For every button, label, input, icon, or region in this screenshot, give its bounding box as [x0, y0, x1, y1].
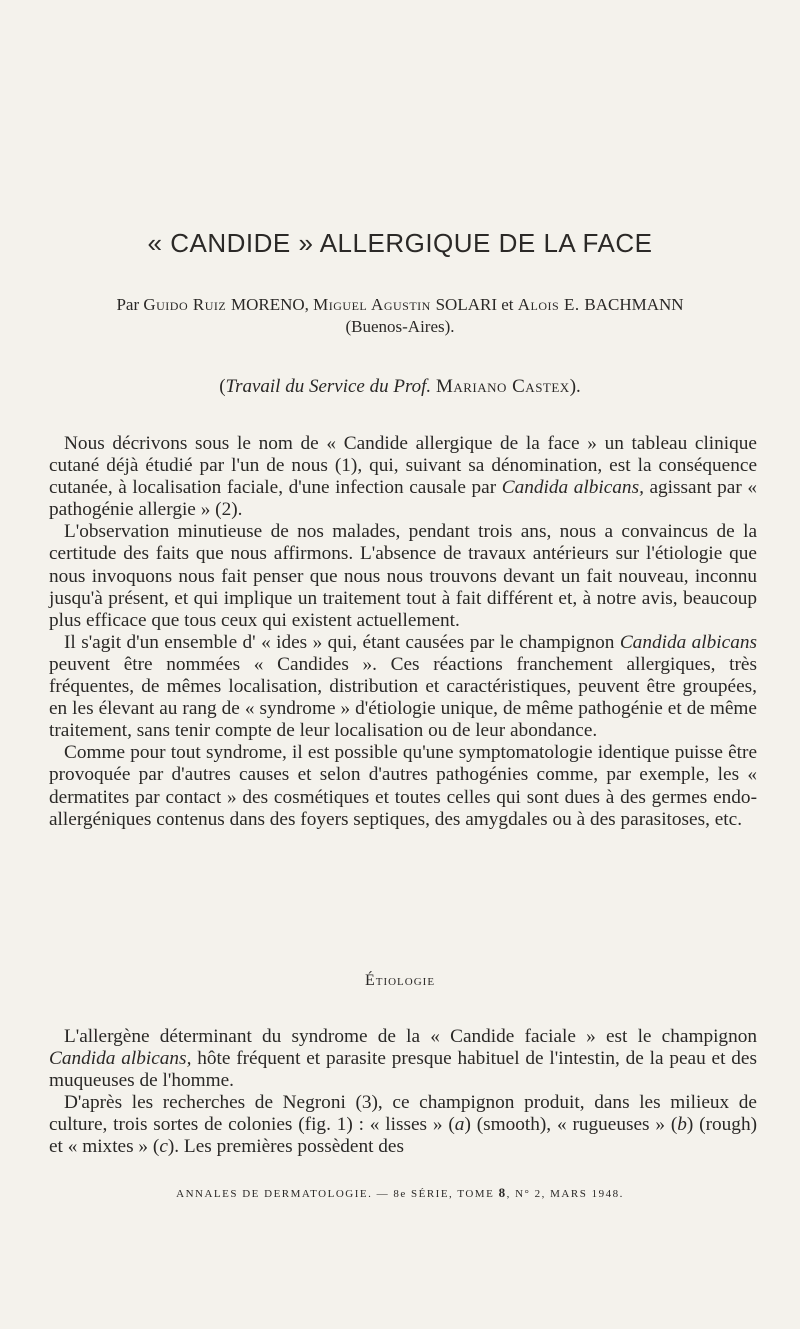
journal-footer: [0, 1185, 800, 1201]
paragraph-3-text: Il s'agit d'un ensemble d' « ides » qui, étant causées par le champignon: [64, 631, 620, 653]
paragraph-3-italic: Candida albicans: [619, 631, 757, 653]
paragraph-5-italic: Candida albicans,: [49, 1048, 192, 1070]
footer-tome: 8: [498, 1185, 507, 1200]
paragraph-6-text-b: ) (smooth), « rugueuses » (: [464, 1114, 678, 1136]
paragraph-1-text: Nous décrivons sous le nom de « Candide allergique de la face » un tableau clinique cutané déjà étudié par l'un de nous (1), qui, suivant sa dénomination, est la conséquence cutanée, à localisation faciale, d'une infection causale par: [49, 433, 757, 499]
introduction-text: [49, 433, 757, 831]
paragraph-6-text-c: ) (rough) et « mixtes » (: [49, 1114, 757, 1158]
paragraph-6-text-end: ). Les premières possèdent des: [167, 1136, 404, 1158]
author1-given: Guido Ruiz: [143, 295, 231, 314]
authors-prefix: Par: [116, 295, 144, 314]
paragraph-5-text-end: hôte fréquent et parasite presque habituel de l'intestin, de la peau et des muqueuses de l'homme.: [49, 1048, 757, 1092]
authors-block: [60, 294, 740, 338]
service-line: [0, 376, 800, 398]
paragraph-6-label-b: b: [677, 1114, 687, 1136]
paragraph-6-text: D'après les recherches de Negroni (3), ce champignon produit, dans les milieux de culture, trois sortes de colonies (fig. 1) : « lisses » (: [49, 1092, 757, 1136]
service-professor: Mariano Castex: [435, 376, 570, 397]
author1-surname: MORENO: [230, 295, 305, 314]
section-heading-etiologie: Étiologie: [364, 972, 436, 989]
article-title: « CANDIDE » ALLERGIQUE DE LA FACE: [147, 228, 653, 258]
paragraph-5-text: L'allergène déterminant du syndrome de la « Candide faciale » est le champignon: [64, 1026, 757, 1047]
footer-right: , N° 2, MARS 1948.: [506, 1188, 624, 1200]
author2-surname: SOLARI: [435, 295, 497, 314]
service-italic: Travail du Service du Prof.: [225, 376, 436, 397]
author2-given: Miguel Agustin: [313, 295, 436, 314]
service-close: ).: [569, 376, 581, 397]
paragraph-2: L'observation minutieuse de nos malades, pendant trois ans, nous a convaincus de la certitude des faits que nous affirmons. L'absence de travaux antérieurs sur l'étiologie que nous invoquons nous fait penser que nous nous trouvons devant un fait nouveau, inconnu jusqu'à présent, et qui implique un traitement tout à fait différent et, à notre avis, beaucoup plus efficace que tous ceux qui existent actuellement.: [49, 521, 757, 631]
paragraph-5: [49, 1026, 757, 1092]
authors-place: (Buenos-Aires).: [345, 317, 455, 336]
paragraph-4: Comme pour tout syndrome, il est possible qu'une symptomatologie identique puisse être provoquée par d'autres causes et selon d'autres pathogénies comme, par exemple, les « dermatites par contact » des cosmétiques et toutes celles qui sont dues à des germes endo-allergéniques contenus dans des foyers septiques, des amygdales ou à des parasitoses, etc.: [49, 742, 757, 830]
paragraph-3: [49, 632, 757, 742]
paragraph-6: [49, 1092, 757, 1158]
paragraph-6-label-c: c: [159, 1136, 168, 1158]
paragraph-1-text-end: agissant par « pathogénie allergie » (2).: [49, 477, 758, 521]
authors-sep2: et: [497, 295, 518, 314]
paragraph-1: [49, 433, 757, 521]
service-open: (: [219, 376, 226, 397]
paragraph-1-italic: Candida albicans,: [501, 477, 644, 499]
etiologie-text: [49, 1026, 757, 1159]
author3-surname: BACHMANN: [584, 295, 684, 314]
paragraph-3-text-end: peuvent être nommées « Candides ». Ces réactions franchement allergiques, très fréquentes, de mêmes localisation, distribution et caractéristiques, peuvent être groupées, en les élevant au rang de « syndrome » d'étiologie unique, de même pathogénie et de même traitement, sans tenir compte de leur localisation ou de leur abondance.: [49, 653, 757, 742]
authors-sep1: ,: [304, 295, 314, 314]
footer-left: ANNALES DE DERMATOLOGIE. — 8e SÉRIE, TOME: [176, 1188, 499, 1200]
author3-given: Alois E.: [517, 295, 585, 314]
paragraph-6-label-a: a: [454, 1114, 465, 1136]
